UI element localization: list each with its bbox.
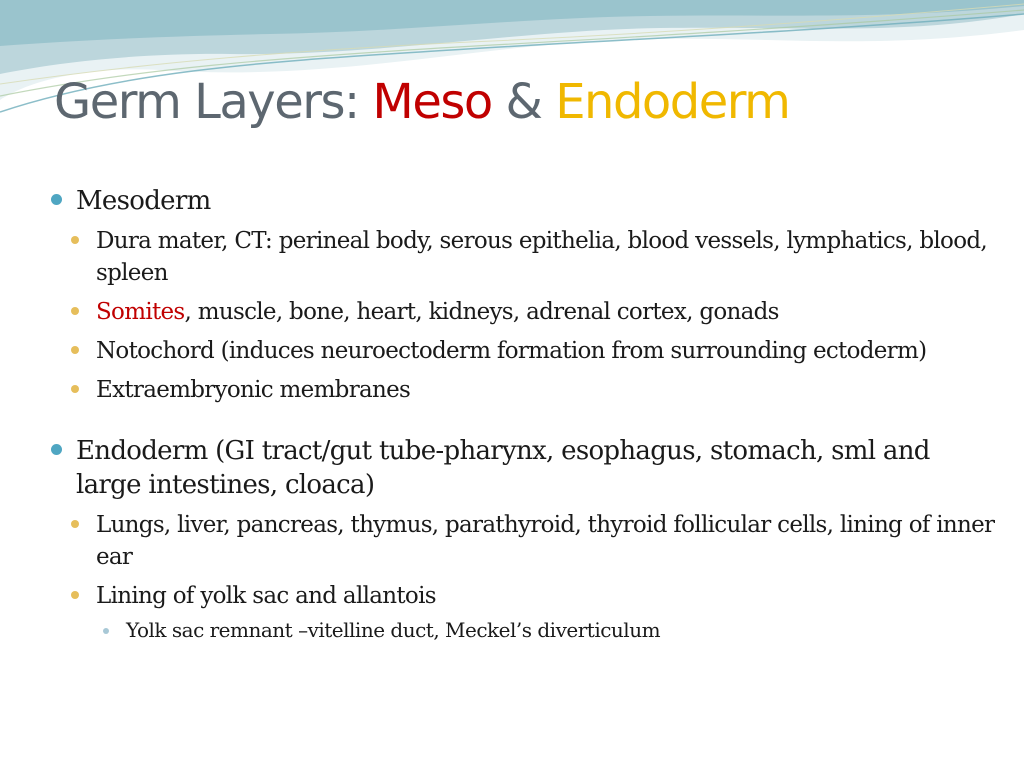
title-endo: Endoderm: [555, 74, 790, 130]
bullet-dot-icon: [71, 520, 79, 528]
bullet-dot-icon: [71, 346, 79, 354]
title-ampersand: &: [491, 74, 556, 130]
list-item: [68, 225, 998, 289]
bullet-dot-icon: [71, 591, 79, 599]
bullet-mesoderm: [48, 184, 998, 218]
bullet-dot-icon: [71, 236, 79, 244]
list-item: [98, 616, 998, 644]
endoderm-subitem-1: Yolk sac remnant –vitelline duct, Meckel’s diverticulum: [126, 618, 661, 642]
somites-highlight: Somites: [96, 299, 185, 325]
endoderm-item-2: Lining of yolk sac and allantois: [96, 583, 436, 609]
title-meso: Meso: [372, 74, 492, 130]
mesoderm-item-1: Dura mater, CT: perineal body, serous epithelia, blood vessels, lymphatics, blood, spleen: [96, 228, 987, 286]
bullet-endoderm: [48, 434, 998, 502]
bullet-dot-icon: [103, 628, 109, 634]
title-prefix: Germ Layers:: [54, 74, 373, 130]
mesoderm-item-4: Extraembryonic membranes: [96, 377, 411, 403]
mesoderm-sublist: [68, 225, 998, 406]
bullet-dot-icon: [71, 307, 79, 315]
bullet-dot-icon: [71, 385, 79, 393]
bullet-dot-icon: [51, 444, 62, 455]
list-item: [68, 296, 998, 328]
endoderm-sublist: [68, 509, 998, 644]
slide-title: [54, 74, 789, 132]
list-item: [68, 374, 998, 406]
spacer: [48, 406, 998, 434]
list-item: [68, 509, 998, 573]
list-item: [68, 335, 998, 367]
endoderm-item-1: Lungs, liver, pancreas, thymus, parathyroid, thyroid follicular cells, lining of inner ear: [96, 512, 995, 570]
endoderm-heading: Endoderm (GI tract/gut tube-pharynx, esophagus, stomach, sml and large intestines, cloaca): [76, 436, 930, 500]
mesoderm-item-3: Notochord (induces neuroectoderm formation from surrounding ectoderm): [96, 338, 927, 364]
bullet-dot-icon: [51, 194, 62, 205]
mesoderm-item-2-rest: , muscle, bone, heart, kidneys, adrenal cortex, gonads: [184, 299, 779, 325]
mesoderm-heading: Mesoderm: [76, 186, 211, 216]
list-item: [68, 580, 998, 612]
slide-content: [48, 184, 998, 644]
